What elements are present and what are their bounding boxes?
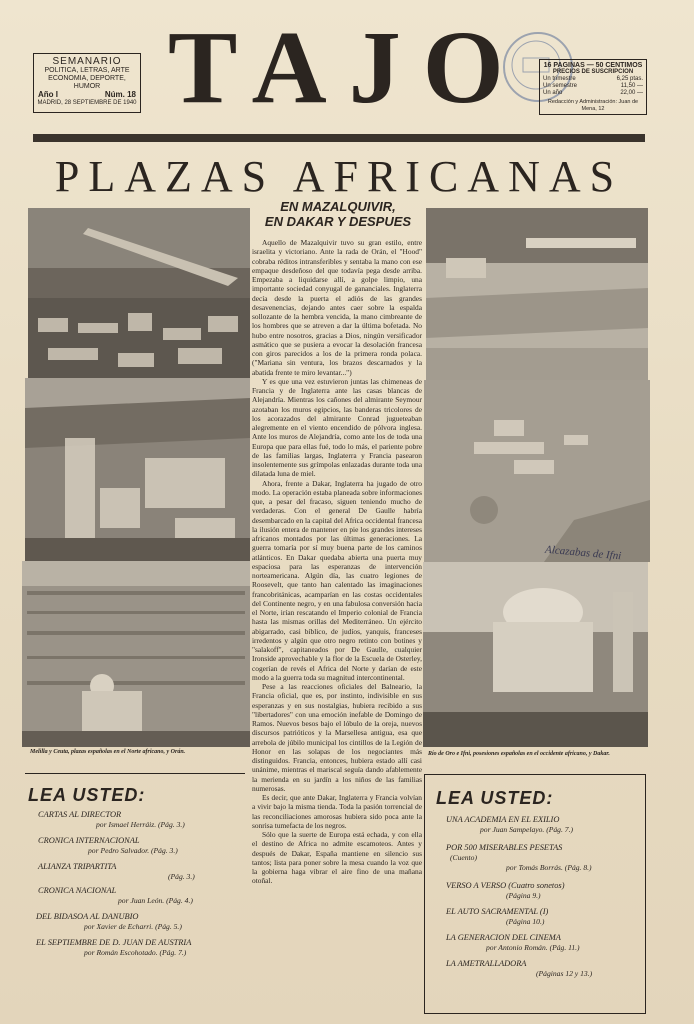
- item-author: (Páginas 12 y 13.): [536, 969, 593, 978]
- item-title: VERSO A VERSO (Cuatro sonetos): [446, 881, 565, 890]
- row-value: 11,50 —: [620, 83, 643, 89]
- list-item[interactable]: [38, 836, 242, 856]
- list-item[interactable]: [36, 912, 242, 932]
- item-title: DEL BIDASOA AL DANUBIO: [36, 912, 139, 921]
- item-title: CRONICA NACIONAL: [38, 886, 117, 895]
- item-title: LA AMETRALLADORA: [446, 959, 527, 968]
- row-label: Un semestre: [543, 83, 578, 89]
- item-author: por Román Escohotado. (Pág. 7.): [84, 948, 187, 957]
- photo-rio-de-oro-coast: [426, 208, 648, 380]
- masthead-topics-1: POLITICA, LETRAS, ARTE: [44, 67, 130, 74]
- item-title: CARTAS AL DIRECTOR: [38, 810, 122, 819]
- item-title: EL SEPTIEMBRE DE D. JUAN DE AUSTRIA: [36, 938, 192, 947]
- item-title: UNA ACADEMIA EN EL EXILIO: [446, 815, 560, 824]
- subscription-box: [539, 59, 647, 115]
- list-item[interactable]: [446, 843, 642, 873]
- item-author: (Página 10.): [506, 917, 545, 926]
- list-item[interactable]: [446, 907, 642, 927]
- item-author: por Juan León. (Pág. 4.): [118, 896, 193, 905]
- item-author: por Juan Sampelayo. (Pág. 7.): [480, 825, 574, 834]
- masthead-issue-row: [34, 91, 140, 99]
- lea-usted-right-title: LEA USTED:: [436, 788, 554, 808]
- item-title: CRONICA INTERNACIONAL: [38, 836, 140, 845]
- list-item[interactable]: [38, 862, 242, 882]
- photo-dakar-cathedral: [423, 562, 648, 747]
- editorial-address: Redacción y Administración: Juan de Mena, 12: [547, 99, 639, 112]
- masthead-topics-2: ECONOMIA, DEPORTE, HUMOR: [48, 75, 126, 90]
- list-item[interactable]: [446, 933, 642, 953]
- subheadline-line-1: EN MAZALQUIVIR,: [280, 199, 396, 214]
- article-paragraph: Pese a las reacciones oficiales del Balneario, la Francia oficial, que es, por instinto, indivisible en sus esperanzas y en sus nostalgias, hubiera recibido a sus "libertadores" con una emoción inefable de Domingo de Ramos. Nuevos besos bajo el lóbulo de la oreja, nuevos discursos patrióticos y la Marsellesa antigua, esa que arrebola de júbilo municipal los cintillos de la Legión de Honor en las solapas de los negociantes más distinguidos. Francia, entonces, hubiera estado allí casi unánime, mientras el mariscal seguía dando afablemente la merienda en su jardín a los niños de las familias numerosas.: [252, 682, 422, 793]
- item-title: LA GENERACION DEL CINEMA: [446, 933, 561, 942]
- row-label: Un año: [543, 90, 563, 96]
- item-author: por Pedro Salvador. (Pág. 3.): [88, 846, 178, 855]
- subheadline-line-2: EN DAKAR Y DESPUES: [264, 214, 412, 229]
- row-label: Un trimestre: [543, 76, 576, 82]
- row-value: 6,25 ptas.: [616, 76, 643, 82]
- item-sub: (Cuento): [450, 853, 477, 862]
- list-item[interactable]: [38, 810, 242, 830]
- masthead-info-box: [33, 53, 141, 113]
- photo-melilla-harbor: [28, 208, 250, 378]
- masthead-type: SEMANARIO: [52, 56, 122, 67]
- article-paragraph: Ahora, frente a Dakar, Inglaterra ha jugado de otro modo. La operación estaba planeada sobre informaciones que, a pesar del fracaso, siguen teniendo mucho de verdaderas. Con el general De Gaulle habría desembarcado en la capital del Africa occidental francesa la ilusión entera de mantener en pie los grandes intereses africanos montados por las últimas generaciones. La guerra tomaría por sí muy buena parte de los caminos atlánticos. En Dakar quedaba abierta una puerta muy espaciosa para las esperanzas de intervención norteamericana. Algún día, las cuatro legiones de Roosevelt, que tanto han calentado las imaginaciones francobritánicas, acamparían en las costas occidentales del Continente negro, y en una fabulosa conversión hacia el Norte, irían rescatando el Imperio colonial de Francia hasta las mismas orillas del Mediterráneo. Un ejército abigarrado, casi bíblico, de judíos, yanquis, franceses irredentos y algún que otro negro retinto con botines y "salakoff", capitaneados por De Gaulle, cualquier Ironside aprovechable y la flor de la Escuela de Osterley, cogerían de revés el Africa del Norte y darían de este modo a la guerra toda su magnitud intercontinental.: [252, 478, 422, 682]
- item-author: por Xavier de Echarri. (Pág. 5.): [84, 922, 182, 931]
- issue-date: MADRID, 28 SEPTIEMBRE DE 1940: [37, 100, 137, 106]
- item-author: por Antonio Román. (Pág. 11.): [486, 943, 580, 952]
- list-item[interactable]: [36, 938, 242, 958]
- item-author: por Tomás Borrás. (Pág. 8.): [506, 863, 592, 872]
- photo-ceuta-city: [25, 378, 250, 561]
- article-body: [252, 238, 422, 990]
- handwritten-note: Alcazabas de Ifni: [544, 543, 622, 563]
- lea-usted-left-title: LEA USTED:: [28, 785, 146, 805]
- item-author: (Página 9.): [506, 891, 541, 900]
- item-title: POR 500 MISERABLES PESETAS: [446, 843, 563, 852]
- list-item[interactable]: [446, 881, 642, 901]
- caption-right: Río de Oro e Ifni, posesiones españolas en el occidente africano, y Dakar.: [428, 751, 610, 757]
- article-paragraph: Aquello de Mazalquivir tuvo su gran estilo, entre israelita y victoriano. Ante la rada de Orán, el "Hood" cobraba réditos intransferibles y sentaba la mano con ese empaque desdeñoso del que todavía pega desde arriba. Empezaba a liquidarse allí, a golpe limpio, una importante sociedad conyugal de gananciales. Inglaterra decía desde la puerta el adiós de las grandes desavenencias, dejando antes caer sobre la espalda sollozante de la hembra vencida, la mano cimbreante de los hombres que se atreven a dar la última bofetada. No hubo entre nosotros, gracias a Dios, ningún versificador asmático que se pusiera a evocar la desolación francesa con giros parecidos a los de la primera ronda polaca. ("Mariana sin ventura, los brazos descarnados y la abatida frente te miro levantar..."): [252, 238, 422, 377]
- issue-year: Año I: [38, 90, 58, 99]
- article-subheadline: [252, 199, 424, 229]
- article-paragraph: Sólo que la suerte de Europa está echada, y con ella el destino de Africa no admite escamoteos. Antes y después de Dakar, España mantiene en silencio sus tantos; lista para poner sobre la mesa cuando la voz que la gobierna haga vibrar el aire fino de una mañana otoñal.: [252, 830, 422, 886]
- divider-left: [25, 773, 245, 774]
- row-value: 22,00 —: [620, 90, 643, 96]
- article-paragraph: Y es que una vez estuvieron juntas las chimeneas de Francia y de Inglaterra ante las casas blancas de Alejandría. Mientras los cañones del almirante Seymour azotaban los muros egipcios, las banderas tricolores de los acorazados del almirante Conrad jugueteaban alegremente en el viento encendido de pólvora inglesa. Ante los muros de Alejandría, como ante los de toda una Europa que para ellas fué, todo lo más, el pariente pobre de las familias largas, Inglaterra y Francia pasearon insolentemente sus grímpolas enlazadas durante toda una dilatada luna de miel.: [252, 376, 422, 479]
- issue-number: Núm. 18: [104, 90, 136, 99]
- caption-left: Melilla y Ceuta, plazas españolas en el Norte africano, y Orán.: [30, 749, 186, 755]
- item-title: ALIANZA TRIPARTITA: [38, 862, 117, 871]
- lea-usted-left-list: [28, 810, 242, 1016]
- subscription-row: [543, 76, 643, 83]
- photo-oran-panorama: [22, 561, 250, 747]
- photo-ifni-alcazabas: [424, 380, 650, 562]
- list-item[interactable]: [446, 959, 642, 979]
- list-item[interactable]: [446, 815, 642, 835]
- item-author: (Pág. 3.): [168, 872, 195, 881]
- lea-usted-right-list: [446, 815, 642, 1010]
- article-paragraph: Es decir, que ante Dakar, Inglaterra y Francia volvían a vivir bajo la misma tienda. Toda la pasión torrencial de las reconciliaciones amorosas hubiera sido poca ante la sonrisa tumefacta de los negros.: [252, 793, 422, 830]
- pages-price: 16 PAGINAS — 50 CENTIMOS: [543, 62, 643, 69]
- item-title: EL AUTO SACRAMENTAL (I): [446, 907, 549, 916]
- item-author: por Ismael Herráiz. (Pág. 3.): [96, 820, 185, 829]
- newspaper-title: TAJO: [168, 10, 526, 125]
- subscription-label: PRECIOS DE SUSCRIPCION: [552, 69, 634, 75]
- masthead-rule: [33, 134, 645, 142]
- list-item[interactable]: [38, 886, 242, 906]
- headline: PLAZAS AFRICANAS: [54, 152, 624, 201]
- subscription-row: [543, 90, 643, 97]
- subscription-row: [543, 83, 643, 90]
